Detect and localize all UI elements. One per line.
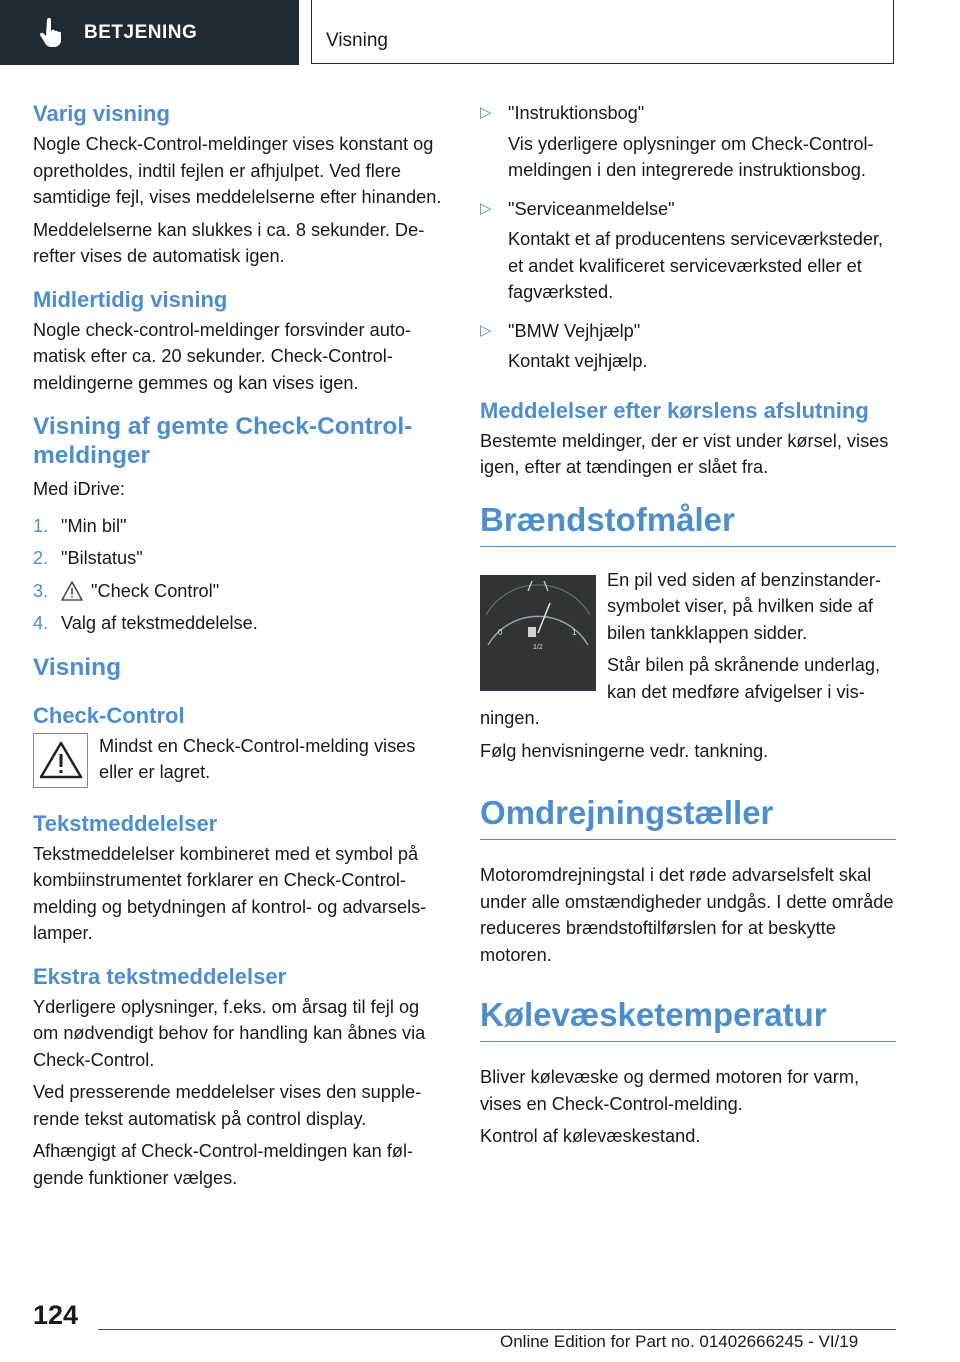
function-list bbox=[480, 100, 896, 379]
heading-braendstofmaaler: Brændstofmåler bbox=[480, 501, 896, 547]
paragraph: Bliver kølevæske og dermed motoren for varm, vises en Check-Control-melding. bbox=[480, 1067, 860, 1114]
item-title: "BMW Vejhjælp" bbox=[508, 320, 641, 341]
paragraph: Kontrol af kølevæskestand. bbox=[480, 1126, 701, 1146]
item-text: Kontakt vejhjælp. bbox=[508, 351, 648, 371]
bullet-triangle-icon: ▷ bbox=[480, 321, 492, 339]
paragraph: Følg henvisningerne vedr. tankning. bbox=[480, 740, 769, 761]
list-item bbox=[480, 196, 896, 310]
section-title: BETJENING bbox=[84, 21, 198, 43]
hand-pointer-icon bbox=[38, 18, 64, 48]
list-item bbox=[33, 545, 448, 572]
fuel-gauge-image bbox=[480, 575, 596, 691]
step-number: 1. bbox=[33, 515, 49, 536]
list-item bbox=[33, 578, 448, 605]
heading-omdrejningstaeller: Omdrejningstæller bbox=[480, 794, 896, 840]
item-text: Vis yderligere oplysninger om Check-Control-meldingen i den integrerede instruktionsbog. bbox=[508, 133, 874, 180]
heading-gemte-meldinger: Visning af gemte Check-Control-meldinger bbox=[33, 413, 413, 469]
left-column bbox=[33, 100, 448, 1197]
heading-tekstmeddelelser: Tekstmeddelelser bbox=[33, 810, 218, 836]
paragraph: Med iDrive: bbox=[33, 479, 125, 499]
paragraph: Mindst en Check-Control-melding vises eller er lagret. bbox=[99, 735, 416, 782]
page-number: 124 bbox=[33, 1300, 79, 1330]
right-column bbox=[480, 100, 896, 1156]
paragraph: Motoromdrejningstal i det røde advarselsfelt skal under alle omstændigheder undgås. I dette område reduceres brændstoftilførslen for at beskytte motoren. bbox=[480, 865, 894, 965]
subsection-header bbox=[311, 0, 894, 64]
heading-koelevaesketemperatur: Kølevæsketemperatur bbox=[480, 996, 896, 1042]
step-text: "Min bil" bbox=[61, 515, 127, 536]
fuel-gauge-section bbox=[480, 567, 896, 738]
step-number: 3. bbox=[33, 580, 49, 601]
step-number: 4. bbox=[33, 613, 49, 633]
bullet-triangle-icon: ▷ bbox=[480, 104, 492, 121]
check-control-row bbox=[33, 733, 448, 792]
paragraph: Nogle Check-Control-meldinger vises konstant og opretholdes, indtil fejlen er afhjulpet. Ved flere samtidige fejl, vises meddelelserne efter hinanden. bbox=[33, 134, 442, 207]
paragraph: Tekstmeddelelser kombineret med et symbol på kombiinstrumentet forklarer en Check-Control-melding og betydningen af kontrol- og advarselslamper. bbox=[33, 843, 427, 943]
subsection-title: Visning bbox=[326, 30, 388, 51]
item-title: "Serviceanmeldelse" bbox=[508, 198, 675, 219]
paragraph: Bestemte meldinger, der er vist under kørsel, vises igen, efter at tændingen er slået fra. bbox=[480, 430, 889, 477]
heading-midlertidig-visning: Midlertidig visning bbox=[33, 286, 228, 312]
heading-visning: Visning bbox=[33, 653, 122, 681]
heading-ekstra-tekstmeddelelser: Ekstra tekstmeddelelser bbox=[33, 963, 287, 989]
paragraph: En pil ved siden af benzinstander-symbolet viser, på hvilken side af bilen tankklappen sidder. bbox=[607, 569, 881, 643]
list-item bbox=[33, 513, 448, 540]
list-item bbox=[33, 610, 448, 637]
heading-check-control: Check-Control bbox=[33, 702, 185, 728]
paragraph: Meddelelserne kan slukkes i ca. 8 sekunder. Derefter vises de automatisk igen. bbox=[33, 219, 425, 266]
steps-list bbox=[33, 513, 448, 637]
list-item bbox=[480, 318, 896, 379]
paragraph: Nogle check-control-meldinger forsvinder automatisk efter ca. 20 sekunder. Check-Control-meldingerne gemmes og kan vises igen. bbox=[33, 319, 412, 393]
check-control-symbol bbox=[33, 733, 88, 788]
paragraph: Afhængigt af Check-Control-meldingen kan følgende funktioner vælges. bbox=[33, 1141, 414, 1188]
paragraph: Står bilen på skrånende underlag, kan det medføre afvigelser i visningen. bbox=[480, 655, 880, 728]
item-text: Kontakt et af producentens serviceværksteder, et andet kvalificeret serviceværksted eller et fagværksted. bbox=[508, 229, 884, 302]
heading-meddelelser-efter-koerslen: Meddelelser efter kørslens afslutning bbox=[480, 397, 869, 423]
footer-divider bbox=[98, 1329, 896, 1330]
step-text: "Check Control" bbox=[91, 580, 220, 601]
warning-triangle-icon bbox=[61, 581, 83, 601]
paragraph: Ved presserende meddelelser vises den supplerende tekst automatisk på control display. bbox=[33, 1082, 422, 1129]
section-tab bbox=[0, 0, 299, 65]
step-text: Valg af tekstmeddelelse. bbox=[61, 613, 258, 633]
gauge-label-half: 1/2 bbox=[533, 643, 543, 651]
list-item bbox=[480, 100, 896, 188]
paragraph: Yderligere oplysninger, f.eks. om årsag til fejl og om nødvendigt behov for handling kan åbnes via Check-Control. bbox=[33, 996, 426, 1070]
fuel-gauge-icon bbox=[480, 575, 596, 691]
step-text: "Bilstatus" bbox=[61, 548, 143, 568]
warning-triangle-icon bbox=[38, 740, 84, 780]
edition-text: Online Edition for Part no. 01402666245 - VI/19 bbox=[500, 1332, 859, 1351]
heading-varig-visning: Varig visning bbox=[33, 101, 170, 126]
gauge-label-full: 1 bbox=[572, 627, 577, 637]
step-number: 2. bbox=[33, 548, 49, 568]
gauge-label-empty: 0 bbox=[498, 627, 503, 637]
item-title: "Instruktionsbog" bbox=[508, 103, 645, 123]
bullet-triangle-icon: ▷ bbox=[480, 199, 492, 217]
